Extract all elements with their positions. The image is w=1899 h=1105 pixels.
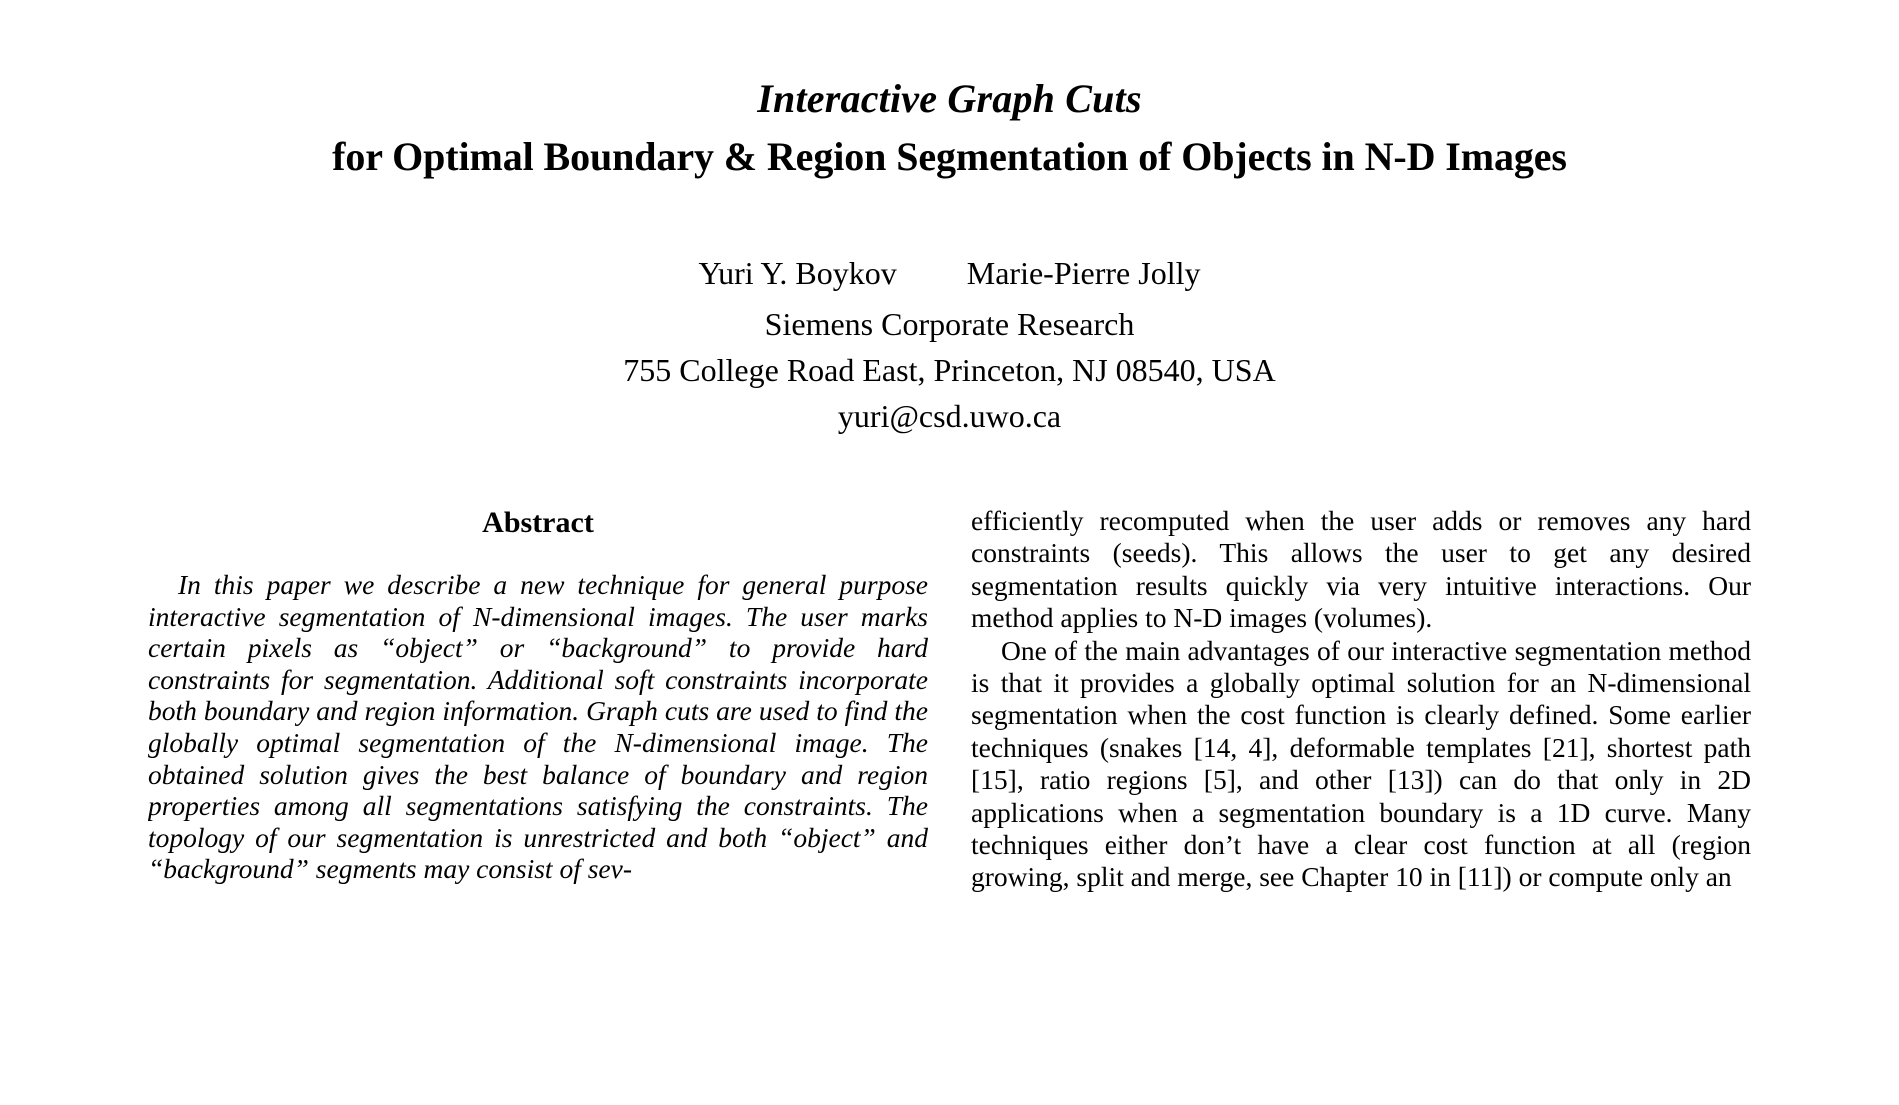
abstract-paragraph: In this paper we describe a new technique for general purpose interactive segmentation of N-dimensional images. The user marks certain pixels as “object” or “background” to provide hard constraints for segmentation. Additional soft constraints incorporate both boundary and region information. Graph cuts are used to find the globally optimal segmentation of the N-dimensional image. The obtained solution gives the best balance of boundary and region properties among all segmentations satisfying the constraints. The topology of our segmentation is unrestricted and both “object” and “background” segments may consist of sev-	[148, 569, 928, 885]
paper-title-line-1: Interactive Graph Cuts	[757, 76, 1142, 121]
left-column	[148, 505, 928, 1105]
affiliation-block	[148, 301, 1751, 439]
affiliation-email: yuri@csd.uwo.ca	[837, 398, 1062, 434]
abstract-heading: Abstract	[482, 506, 594, 539]
abstract-body	[148, 569, 928, 885]
affiliation-organization: Siemens Corporate Research	[764, 306, 1135, 342]
right-column-body	[971, 505, 1751, 894]
affiliation-address: 755 College Road East, Princeton, NJ 08540, USA	[623, 352, 1276, 388]
right-column	[971, 505, 1751, 1105]
body-columns	[148, 505, 1751, 1105]
author-2: Marie-Pierre Jolly	[966, 255, 1201, 291]
title-block	[148, 0, 1751, 184]
paper-title-line-2: for Optimal Boundary & Region Segmentation of Objects in N-D Images	[332, 134, 1567, 179]
author-1: Yuri Y. Boykov	[698, 255, 897, 291]
right-column-paragraph-1: efficiently recomputed when the user adds or removes any hard constraints (seeds). This allows the user to get any desired segmentation results quickly via very intuitive interactions. Our method applies to N-D images (volumes).	[971, 505, 1751, 634]
right-column-paragraph-2: One of the main advantages of our interactive segmentation method is that it provides a globally optimal solution for an N-dimensional segmentation when the cost function is clearly defined. Some earlier techniques (snakes [14, 4], deformable templates [21], shortest path [15], ratio regions [5], and other [13]) can do that only in 2D applications when a segmentation boundary is a 1D curve. Many techniques either don’t have a clear cost function at all (region growing, split and merge, see Chapter 10 in [11]) or compute only an	[971, 634, 1751, 893]
author-list	[148, 250, 1751, 296]
column-gutter	[928, 505, 971, 1105]
